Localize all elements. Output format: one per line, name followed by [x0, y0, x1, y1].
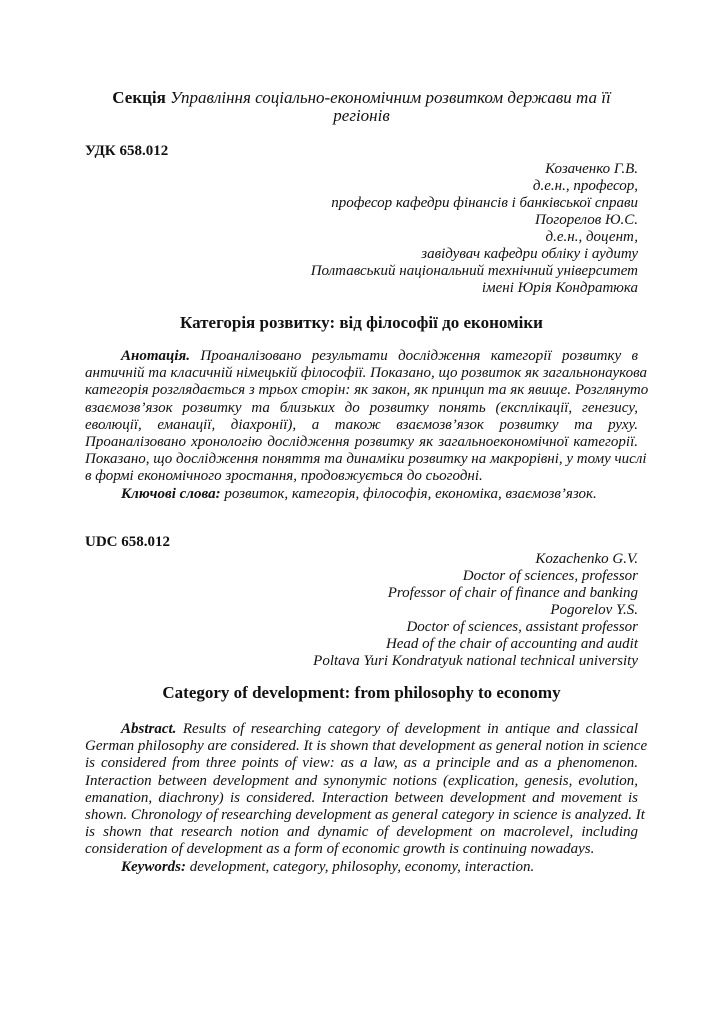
authors-block-en	[313, 551, 638, 670]
abstract-label: Анотація.	[121, 348, 190, 364]
abstract-line	[85, 451, 647, 468]
abstract-text: Проаналізовано хронологію дослідження розвитку як загальноекономічної категорії.	[85, 434, 638, 451]
abstract-text: is considered from three points of view: as a law, as a principle and as a phenomenon.	[85, 755, 638, 772]
udk-ua: УДК 658.012	[85, 143, 169, 159]
abstract-text: is shown that research notion and dynamic of development on macrolevel, including	[85, 824, 638, 841]
abstract-text: Показано, що дослідження поняття та динаміки розвитку на макрорівні, у тому числі	[85, 451, 647, 468]
abstract-text: взаємозв’язок розвитку та близьких до розвитку понять (експлікації, генезису,	[85, 399, 638, 416]
article-title-en: Category of development: from philosophy to economy	[162, 683, 561, 702]
author-info-line: Kozachenko G.V.	[535, 551, 638, 567]
abstract-line	[85, 738, 648, 755]
abstract-ua	[85, 348, 649, 503]
keywords-text: розвиток, категорія, філософія, економіка, взаємозв’язок.	[220, 485, 597, 502]
abstract-text: Results of researching category of development in antique and classical	[176, 721, 638, 737]
abstract-text: античній та класичній німецькій філософії. Показано, що розвиток як загальнонаукова	[85, 365, 647, 382]
abstract-text: German philosophy are considered. It is shown that development as general notion in science	[85, 738, 648, 755]
author-info-line: Head of the chair of accounting and audit	[385, 636, 638, 652]
abstract-text: Interaction between development and synonymic notions (explication, genesis, evolution,	[85, 772, 638, 789]
abstract-line	[85, 348, 638, 365]
author-info-line: Doctor of sciences, assistant professor	[406, 619, 638, 635]
author-info-line: Pogorelov Y.S.	[550, 602, 638, 618]
abstract-text: еволюції, еманації, діахронії), а також взаємозв’язок розвитку та руху.	[85, 416, 638, 433]
author-info-line: професор кафедри фінансів і банківської справи	[331, 195, 638, 211]
abstract-text: в формі економічного зростання, продовжується до сьогодні.	[85, 468, 483, 485]
author-info-line: Doctor of sciences, professor	[462, 568, 638, 584]
abstract-text: категорія розглядається з трьох сторін: як закон, як принцип та як явище. Розглянуто	[85, 382, 649, 399]
section-name-cont: регіонів	[333, 106, 390, 125]
author-info-line: Professor of chair of finance and banking	[387, 585, 638, 601]
abstract-en	[85, 721, 648, 876]
abstract-line	[85, 755, 638, 772]
abstract-line	[85, 807, 645, 824]
keywords-label: Ключові слова:	[121, 485, 221, 502]
author-info-line: Poltava Yuri Kondratyuk national technical university	[313, 653, 638, 669]
udk-en: UDC 658.012	[85, 534, 170, 550]
abstract-line	[85, 841, 638, 858]
abstract-line	[85, 434, 638, 451]
abstract-line	[85, 382, 649, 399]
abstract-line	[85, 468, 638, 485]
abstract-line	[85, 773, 638, 790]
abstract-text: consideration of development as a form of economic growth is continuing nowadays.	[85, 841, 595, 858]
keywords-text: development, category, philosophy, economy, interaction.	[186, 858, 535, 875]
author-info-line: д.е.н., професор,	[532, 178, 638, 194]
abstract-line	[85, 790, 638, 807]
author-info-line: завідувач кафедри обліку і аудиту	[421, 246, 638, 262]
section-label: Секція	[112, 88, 166, 107]
authors-block-ua	[311, 161, 638, 297]
section-heading	[85, 89, 638, 125]
abstract-label: Abstract.	[121, 721, 177, 737]
author-info-line: Полтавський національний технічний університет	[310, 263, 638, 279]
article-title-ua: Категорія розвитку: від філософії до економіки	[180, 313, 543, 332]
abstract-line	[85, 824, 638, 841]
abstract-line	[85, 417, 638, 434]
author-info-line: Козаченко Г.В.	[545, 161, 638, 177]
keywords-label: Keywords:	[121, 858, 186, 875]
abstract-text: shown. Chronology of researching development as general category in science is analyzed. It	[85, 807, 645, 824]
author-info-line: імені Юрія Кондратюка	[481, 280, 638, 296]
abstract-line	[85, 400, 638, 417]
abstract-line	[85, 721, 638, 738]
abstract-text: Проаналізовано результати дослідження категорії розвитку в	[190, 348, 638, 364]
keywords	[85, 486, 638, 503]
author-info-line: д.е.н., доцент,	[545, 229, 638, 245]
author-info-line: Погорелов Ю.С.	[535, 212, 638, 228]
abstract-line	[85, 365, 647, 382]
keywords	[85, 859, 638, 876]
abstract-text: emanation, diachrony) is considered. Interaction between development and movement is	[85, 789, 638, 806]
section-name: Управління соціально-економічним розвитком держави та її	[170, 88, 611, 107]
